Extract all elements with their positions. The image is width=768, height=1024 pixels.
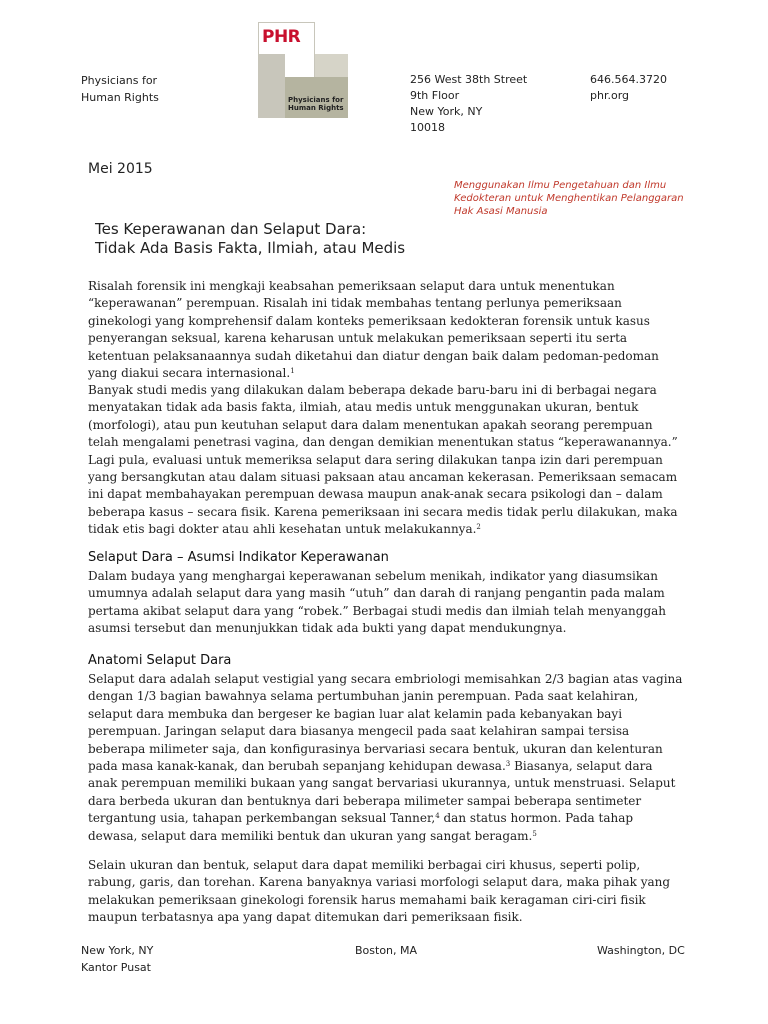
footnote-ref[interactable]: 5 [532, 829, 537, 838]
address-line: New York, NY [410, 105, 483, 118]
document-date: Mei 2015 [88, 161, 153, 177]
organization-name [81, 72, 211, 106]
footnote-ref[interactable]: 1 [290, 367, 295, 376]
section-heading-assumption: Selaput Dara – Asumsi Indikator Keperawanan [88, 550, 389, 565]
footer-location-boston: Boston, MA [355, 944, 418, 957]
footnote-ref[interactable]: 3 [505, 760, 511, 769]
paragraph-assumption: Dalam budaya yang menghargai keperawanan sebelum menikah, indikator yang diasumsikan umumnya adalah selaput dara yang masih “utuh” dan darah di ranjang pengantin pada malam pertama akibat selaput dara yang “robek.” Berbagai studi medis dan ilmiah telah menyanggah asumsi tersebut dan menunjukkan tidak ada bukti yang dapat mendukungnya. [88, 569, 667, 636]
address-line: 10018 [410, 121, 445, 134]
contact-block [590, 72, 667, 104]
address-block [410, 72, 527, 136]
paragraph-intro: Risalah forensik ini mengkaji keabsahan pemeriksaan selaput dara untuk menentukan “keperawanan” perempuan. Risalah ini tidak membahas tentang perlunya pemeriksaan ginekologi yang komprehensif dalam konteks pemeriksaan kedokteran forensik untuk kasus penyerangan seksual, karena keharusan untuk melakukan pemeriksaan seperti itu serta ketentuan pelaksanaannya sudah diketahui dan diatur dengan baik dalam pedoman-pedoman yang diakui secara internasional.$^1$ [88, 279, 659, 381]
paragraph-anatomy: Selaput dara adalah selaput vestigial yang secara embriologi memisahkan 2/3 bagian atas vagina dengan 1/3 bagian bawahnya selama pertumbuhan janin perempuan. Pada saat kelahiran, selaput dara membuka dan bergeser ke bagian luar alat kelamin pada kebanyakan bayi perempuan. Jaringan selaput dara biasanya mengecil pada saat kelahiran sampai tersisa beberapa milimeter saja, dan konfigurasinya bervariasi secara bentuk, ukuran dan kelenturan pada masa kanak-kanak, dan berubah sepanjang kehidupan dewasa.$^3$ Biasanya, selaput dara anak perempuan memiliki bukaan yang sangat bervariasi ukurannya, untuk menstruasi. Selaput dara berbeda ukuran dan bentuknya dari beberapa milimeter sampai beberapa sentimeter tergantung usia, tahapan perkembangan seksual Tanner,$^4$ dan status hormon. Pada tahap dewasa, selaput dara memiliki bentuk dan ukuran yang sangat beragam.$^5$ [88, 672, 683, 843]
footnote-ref[interactable]: 4 [435, 812, 440, 821]
phone-number: 646.564.3720 [590, 73, 667, 86]
footnote-ref[interactable]: 2 [476, 523, 481, 532]
document-title [95, 220, 405, 258]
phr-logo [258, 22, 348, 118]
tagline: Menggunakan Ilmu Pengetahuan dan Ilmu Kedokteran untuk Menghentikan Pelanggaran Hak Asasi Manusia [454, 180, 684, 217]
footer-location-washington: Washington, DC [597, 944, 685, 957]
footer-location-newyork: New York, NY Kantor Pusat [81, 944, 154, 974]
title-line-2: Tidak Ada Basis Fakta, Ilmiah, atau Medis [95, 239, 406, 257]
title-line-1: Tes Keperawanan dan Selaput Dara: [95, 220, 367, 238]
org-line-2: Human Rights [81, 91, 159, 104]
website-link[interactable]: phr.org [590, 89, 630, 102]
paragraph-features: Selain ukuran dan bentuk, selaput dara dapat memiliki berbagai ciri khusus, seperti polip, rabung, garis, dan torehan. Karena banyaknya variasi morfologi selaput dara, maka pihak yang melakukan pemeriksaan ginekologi forensik harus memahami baik keragaman ciri-ciri fisik maupun terbatasnya apa yang dapat ditemukan dari pemeriksaan fisik. [88, 858, 671, 925]
logo-text: PHR [262, 27, 301, 47]
address-line: 9th Floor [410, 89, 460, 102]
paragraph-studies: Banyak studi medis yang dilakukan dalam beberapa dekade baru-baru ini di berbagai negara menyatakan tidak ada basis fakta, ilmiah, atau medis untuk menggunakan ukuran, bentuk (morfologi), atau pun keutuhan selaput dara dalam menentukan apakah seorang perempuan telah mengalami penetrasi vagina, dan dengan demikian menentukan status “keperawanannya.” Lagi pula, evaluasi untuk memeriksa selaput dara sering dilakukan tanpa izin dari perempuan yang bersangkutan atau dalam situasi paksaan atau ancaman kekerasan. Pemeriksaan semacam ini dapat membahayakan perempuan dewasa maupun anak-anak secara psikologi dan – dalam beberapa kasus – secara fisik. Karena pemeriksaan ini secara medis tidak perlu dilakukan, maka tidak etis bagi dokter atau ahli kesehatan untuk melakukannya.$^2$ [88, 383, 678, 537]
logo-subtitle: Physicians for Human Rights [288, 96, 344, 112]
section-heading-anatomy: Anatomi Selaput Dara [88, 653, 232, 668]
org-line-1: Physicians for [81, 74, 158, 87]
address-line: 256 West 38th Street [410, 73, 528, 86]
